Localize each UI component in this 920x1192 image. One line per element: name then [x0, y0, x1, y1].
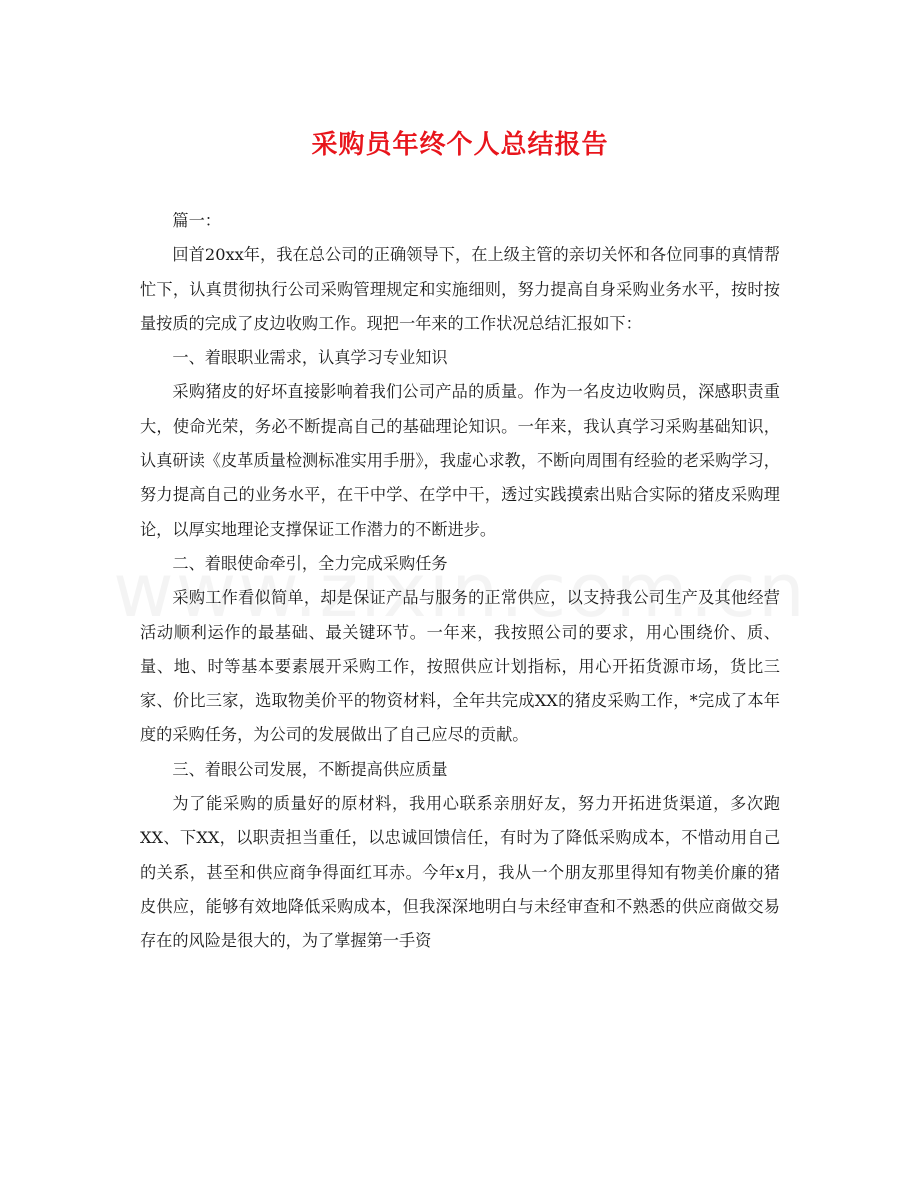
section-heading: 三、着眼公司发展，不断提高供应质量 — [172, 759, 448, 779]
body-paragraph: 采购猪皮的好坏直接影响着我们公司产品的质量。作为一名皮边收购员，深感职责重大，使命光荣，务必不断提高自己的基础理论知识。一年来，我认真学习采购基础知识，认真研读《皮革质量检测标准实用手册》，我虚心求教，不断向周围有经验的老采购学习，努力提高自己的业务水平，在干中学、在学中干，透过实践摸索出贴合实际的猪皮采购理论，以厚实地理论支撑保证工作潜力的不断进步。 — [140, 382, 780, 539]
body-paragraph: 采购工作看似简单，却是保证产品与服务的正常供应，以支持我公司生产及其他经营活动顺利运作的最基础、最关键环节。一年来，我按照公司的要求，用心围绕价、质、量、地、时等基本要素展开采购工作，按照供应计划指标，用心开拓货源市场，货比三家、价比三家，选取物美价平的物资材料，全年共完成XX的猪皮采购工作，*完成了本年度的采购任务，为公司的发展做出了自己应尽的贡献。 — [140, 588, 780, 745]
document-body — [140, 204, 780, 959]
document-title: 采购员年终个人总结报告 — [311, 130, 609, 160]
section-heading: 一、着眼职业需求，认真学习专业知识 — [172, 348, 448, 368]
section-label: 篇一： — [172, 211, 221, 230]
section-heading: 二、着眼使命牵引，全力完成采购任务 — [172, 553, 448, 573]
body-paragraph: 为了能采购的质量好的原材料，我用心联系亲朋好友，努力开拓进货渠道，多次跑XX、下XX，以职责担当重任，以忠诚回馈信任，有时为了降低采购成本，不惜动用自己的关系，甚至和供应商争得面红耳赤。今年x月，我从一个朋友那里得知有物美价廉的猪皮供应，能够有效地降低采购成本，但我深深地明白与未经审查和不熟悉的供应商做交易存在的风险是很大的，为了掌握第一手资 — [140, 794, 780, 951]
body-paragraph: 回首20xx年，我在总公司的正确领导下，在上级主管的亲切关怀和各位同事的真情帮忙下，认真贯彻执行公司采购管理规定和实施细则，努力提高自身采购业务水平，按时按量按质的完成了皮边收购工作。现把一年来的工作状况总结汇报如下： — [140, 245, 780, 333]
